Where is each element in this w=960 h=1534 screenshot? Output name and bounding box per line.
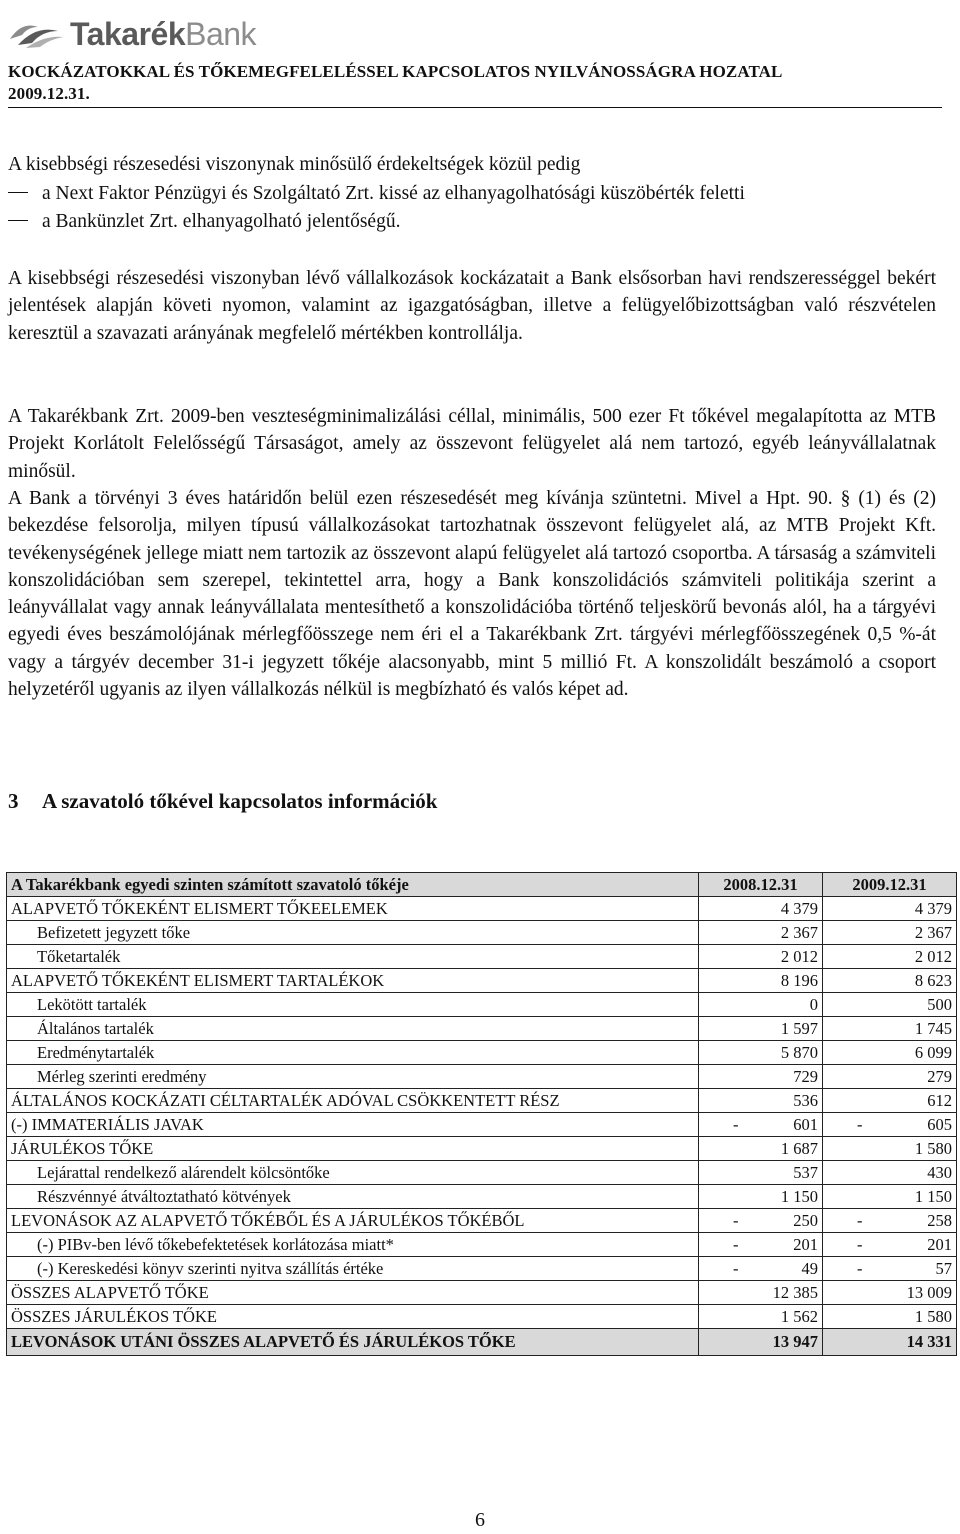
table-row bbox=[7, 1257, 957, 1281]
table-row bbox=[7, 1089, 957, 1113]
value-2008 bbox=[699, 1281, 823, 1305]
cell-value: 601 bbox=[793, 1114, 818, 1134]
cell-value: 8 196 bbox=[780, 970, 818, 990]
table-row bbox=[7, 1017, 957, 1041]
cell-value: 1 562 bbox=[780, 1306, 818, 1326]
value-2008 bbox=[699, 993, 823, 1017]
row-label: Lejárattal rendelkező alárendelt kölcsöntőke bbox=[7, 1161, 699, 1185]
table-row bbox=[7, 1137, 957, 1161]
cell-value: 1 745 bbox=[914, 1018, 952, 1038]
total-2009 bbox=[823, 1329, 957, 1356]
row-label: Tőketartalék bbox=[7, 945, 699, 969]
value-2008 bbox=[699, 1041, 823, 1065]
negative-sign: - bbox=[733, 1234, 739, 1254]
value-2008 bbox=[699, 1161, 823, 1185]
row-label: ÁLTALÁNOS KOCKÁZATI CÉLTARTALÉK ADÓVAL CSÖKKENTETT RÉSZ bbox=[7, 1089, 699, 1113]
value-2008 bbox=[699, 1185, 823, 1209]
table-row bbox=[7, 969, 957, 993]
table-row bbox=[7, 993, 957, 1017]
value-2009 bbox=[823, 1065, 957, 1089]
cell-value: 5 870 bbox=[780, 1042, 818, 1062]
value-2009 bbox=[823, 1281, 957, 1305]
value-2009 bbox=[823, 1041, 957, 1065]
cell-value: 201 bbox=[793, 1234, 818, 1254]
dash-bullet-icon bbox=[8, 192, 28, 193]
value-2008 bbox=[699, 1065, 823, 1089]
row-label: (-) IMMATERIÁLIS JAVAK bbox=[7, 1113, 699, 1137]
value-2009 bbox=[823, 969, 957, 993]
row-label: ÖSSZES ALAPVETŐ TŐKE bbox=[7, 1281, 699, 1305]
cell-value: 258 bbox=[927, 1210, 952, 1230]
cell-value: 1 687 bbox=[780, 1138, 818, 1158]
value-2008 bbox=[699, 1233, 823, 1257]
negative-sign: - bbox=[857, 1114, 863, 1134]
table-row bbox=[7, 1305, 957, 1329]
row-label: ÖSSZES JÁRULÉKOS TŐKE bbox=[7, 1305, 699, 1329]
value-2009 bbox=[823, 1137, 957, 1161]
cell-value: 500 bbox=[927, 994, 952, 1014]
intro-list-item bbox=[8, 208, 400, 235]
value-2008 bbox=[699, 1305, 823, 1329]
takarekbank-logo bbox=[8, 14, 256, 54]
table-row bbox=[7, 897, 957, 921]
row-label: Befizetett jegyzett tőke bbox=[7, 921, 699, 945]
intro-list-item-text: a Next Faktor Pénzügyi és Szolgáltató Zrt. kissé az elhanyagolhatósági küszöbérték feletti bbox=[42, 183, 745, 204]
cell-value: 2 012 bbox=[914, 946, 952, 966]
row-label: Általános tartalék bbox=[7, 1017, 699, 1041]
intro-list-item-text: a Bankünzlet Zrt. elhanyagolható jelentőségű. bbox=[42, 211, 401, 232]
cell-value: 4 379 bbox=[914, 898, 952, 918]
cell-value: 2 012 bbox=[780, 946, 818, 966]
cell-value: 729 bbox=[793, 1066, 818, 1086]
value-2009 bbox=[823, 1209, 957, 1233]
header-title-line1: KOCKÁZATOKKAL ÉS TŐKEMEGFELELÉSSEL KAPCSOLATOS NYILVÁNOSSÁGRA HOZATAL bbox=[8, 62, 783, 81]
value-2008 bbox=[699, 945, 823, 969]
cell-value: 13 947 bbox=[772, 1332, 818, 1351]
cell-value: 49 bbox=[801, 1258, 818, 1278]
table-total-row bbox=[7, 1329, 957, 1356]
value-2008 bbox=[699, 1209, 823, 1233]
table-row bbox=[7, 1161, 957, 1185]
value-2009 bbox=[823, 1017, 957, 1041]
cell-value: 1 150 bbox=[914, 1186, 952, 1206]
negative-sign: - bbox=[857, 1210, 863, 1230]
total-label: LEVONÁSOK UTÁNI ÖSSZES ALAPVETŐ ÉS JÁRULÉKOS TŐKE bbox=[7, 1329, 699, 1356]
cell-value: 612 bbox=[927, 1090, 952, 1110]
intro-list-item bbox=[8, 180, 745, 207]
section-title: A szavatoló tőkével kapcsolatos információk bbox=[42, 789, 438, 813]
value-2009 bbox=[823, 1089, 957, 1113]
table-row bbox=[7, 945, 957, 969]
cell-value: 4 379 bbox=[780, 898, 818, 918]
table-row bbox=[7, 1185, 957, 1209]
table-header-2009: 2009.12.31 bbox=[823, 873, 957, 897]
value-2008 bbox=[699, 921, 823, 945]
negative-sign: - bbox=[857, 1234, 863, 1254]
value-2008 bbox=[699, 1113, 823, 1137]
table-header-row bbox=[7, 873, 957, 897]
table-row bbox=[7, 1281, 957, 1305]
value-2009 bbox=[823, 1161, 957, 1185]
takarekbank-logo-icon bbox=[8, 19, 66, 49]
document-header-title bbox=[8, 61, 948, 105]
value-2008 bbox=[699, 897, 823, 921]
capital-table-body bbox=[7, 873, 957, 1356]
value-2008 bbox=[699, 1017, 823, 1041]
row-label: ALAPVETŐ TŐKEKÉNT ELISMERT TŐKEELEMEK bbox=[7, 897, 699, 921]
cell-value: 605 bbox=[927, 1114, 952, 1134]
table-row bbox=[7, 1209, 957, 1233]
logo-text-bold: Takarék bbox=[70, 16, 186, 52]
cell-value: 8 623 bbox=[914, 970, 952, 990]
paragraph-consolidation: A Bank a törvényi 3 éves határidőn belül ezen részesedését meg kívánja szüntetni. Mivel a Hpt. 90. § (1) és (2) bekezdése felsorolja, milyen típusú vállalkozásokat tartozhatnak összevont felügyelet alá, az MTB Projekt Kft. tevékenységének jellege miatt nem tartozik az összevont alapú felügyelet alá tartozó csoportba. A társaság a számviteli konszolidációban sem szerepel, tekintettel arra, hogy a Bank konszolidációs számviteli politikája szerint a leányvállalat vagy annak leányvállalata mentesíthető a konszolidációba történő teljeskörű bevonás alól, ha a tárgyévi egyedi éves beszámolójának mérlegfőösszege nem éri el a Takarékbank Zrt. tárgyévi mérlegfőösszegének 0,5 %-át vagy a tárgyév december 31-i jegyzett tőkéje alacsonyabb, mint 5 millió Ft. A konszolidált beszámoló a csoport helyzetéről ugyanis az ilyen vállalkozás nélkül is megbízható és valós képet ad. bbox=[8, 488, 936, 701]
cell-value: 14 331 bbox=[906, 1332, 952, 1351]
table-header-2008: 2008.12.31 bbox=[699, 873, 823, 897]
total-2008 bbox=[699, 1329, 823, 1356]
cell-value: 2 367 bbox=[914, 922, 952, 942]
value-2009 bbox=[823, 921, 957, 945]
paragraph-mtb-projekt: A Takarékbank Zrt. 2009-ben veszteségminimalizálási céllal, minimális, 500 ezer Ft tőkével megalapította az MTB Projekt Korlátolt Felelősségű Társaságot, amely az összevont felügyelet alá nem tartozó, egyéb leányvállalatnak minősül. bbox=[8, 406, 936, 482]
header-divider bbox=[8, 107, 942, 108]
cell-value: 1 580 bbox=[914, 1306, 952, 1326]
negative-sign: - bbox=[733, 1258, 739, 1278]
table-row bbox=[7, 1113, 957, 1137]
regulatory-capital-table bbox=[6, 872, 957, 1356]
cell-value: 250 bbox=[793, 1210, 818, 1230]
cell-value: 201 bbox=[927, 1234, 952, 1254]
row-label: Részvénnyé átváltoztatható kötvények bbox=[7, 1185, 699, 1209]
cell-value: 279 bbox=[927, 1066, 952, 1086]
table-row bbox=[7, 1041, 957, 1065]
row-label: LEVONÁSOK AZ ALAPVETŐ TŐKÉBŐL ÉS A JÁRULÉKOS TŐKÉBŐL bbox=[7, 1209, 699, 1233]
cell-value: 2 367 bbox=[780, 922, 818, 942]
value-2009 bbox=[823, 1257, 957, 1281]
cell-value: 1 150 bbox=[780, 1186, 818, 1206]
value-2008 bbox=[699, 1089, 823, 1113]
row-label: (-) PIBv-ben lévő tőkebefektetések korlátozása miatt* bbox=[7, 1233, 699, 1257]
value-2008 bbox=[699, 1137, 823, 1161]
dash-bullet-icon bbox=[8, 220, 28, 221]
cell-value: 1 580 bbox=[914, 1138, 952, 1158]
cell-value: 57 bbox=[935, 1258, 952, 1278]
value-2008 bbox=[699, 969, 823, 993]
negative-sign: - bbox=[733, 1210, 739, 1230]
table-row bbox=[7, 1233, 957, 1257]
page-number: 6 bbox=[475, 1509, 485, 1531]
cell-value: 12 385 bbox=[772, 1282, 818, 1302]
value-2009 bbox=[823, 1113, 957, 1137]
negative-sign: - bbox=[733, 1114, 739, 1134]
negative-sign: - bbox=[857, 1258, 863, 1278]
table-header-label: A Takarékbank egyedi szinten számított szavatoló tőkéje bbox=[7, 873, 699, 897]
value-2009 bbox=[823, 897, 957, 921]
cell-value: 536 bbox=[793, 1090, 818, 1110]
row-label: Mérleg szerinti eredmény bbox=[7, 1065, 699, 1089]
cell-value: 537 bbox=[793, 1162, 818, 1182]
row-label: Lekötött tartalék bbox=[7, 993, 699, 1017]
value-2009 bbox=[823, 1185, 957, 1209]
logo-text-light: Bank bbox=[185, 16, 257, 52]
value-2009 bbox=[823, 993, 957, 1017]
section-heading bbox=[8, 789, 437, 814]
table-row bbox=[7, 921, 957, 945]
row-label: (-) Kereskedési könyv szerinti nyitva szállítás értéke bbox=[7, 1257, 699, 1281]
header-title-date: 2009.12.31. bbox=[8, 84, 90, 103]
cell-value: 1 597 bbox=[780, 1018, 818, 1038]
row-label: JÁRULÉKOS TŐKE bbox=[7, 1137, 699, 1161]
value-2009 bbox=[823, 945, 957, 969]
row-label: Eredménytartalék bbox=[7, 1041, 699, 1065]
paragraph-risk-monitoring: A kisebbségi részesedési viszonyban lévő vállalkozások kockázatait a Bank elsősorban havi rendszerességgel bekért jelentések alapján követi nyomon, valamint az igazgatóságban, illetve a felügyelőbizottságban való részvételen keresztül a szavazati arányának megfelelő mértékben kontrollálja. bbox=[8, 268, 936, 344]
cell-value: 6 099 bbox=[914, 1042, 952, 1062]
section-number: 3 bbox=[8, 789, 19, 813]
cell-value: 13 009 bbox=[906, 1282, 952, 1302]
value-2009 bbox=[823, 1305, 957, 1329]
row-label: ALAPVETŐ TŐKEKÉNT ELISMERT TARTALÉKOK bbox=[7, 969, 699, 993]
table-row bbox=[7, 1065, 957, 1089]
cell-value: 430 bbox=[927, 1162, 952, 1182]
intro-lead: A kisebbségi részesedési viszonynak minősülő érdekeltségek közül pedig bbox=[8, 154, 581, 175]
value-2009 bbox=[823, 1233, 957, 1257]
cell-value: 0 bbox=[809, 994, 818, 1014]
value-2008 bbox=[699, 1257, 823, 1281]
